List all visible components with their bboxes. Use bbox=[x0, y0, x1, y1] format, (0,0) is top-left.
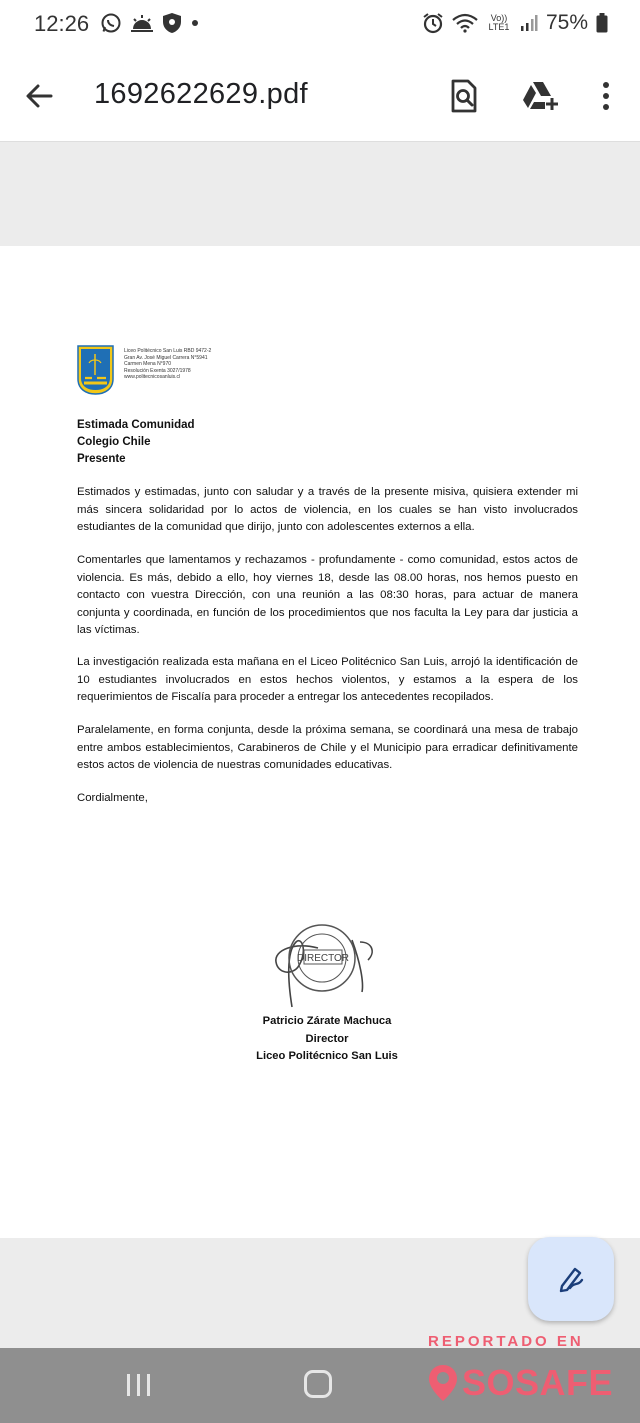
watermark-brand: SOSAFE bbox=[462, 1362, 614, 1403]
status-notification-icons bbox=[100, 12, 200, 34]
greeting-line: Colegio Chile bbox=[77, 436, 151, 448]
letter-paragraph: Comentarles que lamentamos y rechazamos - profundamente - como comunidad, estos actos de violencia. Es más, debido a ello, hoy viernes 18, desde las 08.00 horas, nos hemos puesto en contacto con vuestra Dirección, con una reunión a las 08:30 horas, para actuar de manera conjunta y coordinada, en función de los procedimientos que nos faculta la Ley para dar justicia a las víctimas. bbox=[77, 554, 578, 636]
app-bar bbox=[0, 50, 640, 142]
edit-pen-icon bbox=[556, 1264, 586, 1294]
letterhead-line: Resolución Exenta 3027/1978 bbox=[124, 367, 191, 374]
location-pin-icon bbox=[428, 1364, 458, 1402]
battery-icon bbox=[596, 13, 608, 33]
signal-icon bbox=[520, 14, 538, 32]
letter-greeting bbox=[77, 417, 195, 468]
network-type-label: Vo)) LTE1 bbox=[488, 13, 510, 32]
letterhead-line: Gran Av. José Miguel Carrera N°5941 bbox=[124, 354, 208, 361]
stamp-label: DIRECTOR bbox=[296, 953, 350, 964]
letter-paragraph: Paralelamente, en forma conjunta, desde la próxima semana, se coordinará una mesa de trabajo entre ambos establecimientos, Carabineros de Chile y el Municipio para erradicar definitivamente estos actos de violencia de nuestras comunidades educativas. bbox=[77, 724, 578, 771]
drive-add-icon bbox=[521, 80, 559, 112]
find-in-document-button[interactable] bbox=[444, 76, 484, 116]
status-system-icons bbox=[422, 11, 608, 35]
document-title: 1692622629.pdf bbox=[94, 78, 308, 110]
greeting-line: Presente bbox=[77, 453, 126, 465]
letterhead-line: Carmen Mena N°970 bbox=[124, 361, 172, 368]
home-button[interactable] bbox=[304, 1370, 332, 1398]
back-button[interactable] bbox=[24, 78, 64, 114]
recent-apps-button[interactable] bbox=[124, 1372, 154, 1403]
school-logo bbox=[77, 345, 114, 395]
dot-icon bbox=[190, 18, 200, 28]
director-signature-stamp bbox=[268, 912, 388, 1012]
watermark-caption: REPORTADO EN bbox=[428, 1333, 584, 1350]
more-options-button[interactable] bbox=[586, 76, 626, 116]
recent-apps-icon bbox=[124, 1372, 154, 1398]
annotate-fab-button[interactable] bbox=[528, 1237, 614, 1321]
status-bar bbox=[0, 0, 640, 50]
letter-paragraph: La investigación realizada esta mañana en el Liceo Politécnico San Luis, arrojó la identificación de 10 estudiantes involucrados en estos hechos violentos, y estamos a la espera de los requerimientos de Fiscalía para proceder a entregar los antecedentes recopilados. bbox=[77, 656, 578, 703]
watermark-logo bbox=[428, 1362, 613, 1404]
signature-block bbox=[240, 1013, 414, 1066]
letterhead-line: Liceo Politécnico San Luis RBD 9472-2 bbox=[124, 348, 212, 354]
shield-icon bbox=[162, 12, 182, 34]
alarm-icon bbox=[422, 12, 444, 34]
wifi-icon bbox=[452, 13, 478, 33]
whatsapp-icon bbox=[100, 12, 122, 34]
signer-role: Director bbox=[305, 1032, 349, 1045]
signer-institution: Liceo Politécnico San Luis bbox=[256, 1050, 398, 1062]
save-to-drive-button[interactable] bbox=[520, 76, 560, 116]
weather-icon bbox=[130, 13, 154, 33]
letterhead-line: www.politecnicosanluis.cl bbox=[124, 374, 181, 381]
letter-closing: Cordialmente, bbox=[77, 792, 148, 804]
find-in-page-icon bbox=[450, 79, 478, 113]
signer-name: Patricio Zárate Machuca bbox=[262, 1015, 392, 1027]
more-vert-icon bbox=[601, 81, 611, 111]
back-arrow-icon bbox=[24, 81, 54, 111]
letter-paragraph: Estimados y estimadas, junto con saludar y a través de la presente misiva, quisiera extender mi más sincera solidaridad por lo actos de violencia, en los cuales se han visto involucrados estudiantes de la comunidad que dirijo, junto con adolescentes externos a ella. bbox=[77, 486, 578, 533]
status-time: 12:26 bbox=[34, 11, 90, 36]
letterhead-address bbox=[124, 348, 211, 381]
greeting-line: Estimada Comunidad bbox=[77, 419, 195, 431]
battery-percentage: 75% bbox=[545, 11, 588, 34]
